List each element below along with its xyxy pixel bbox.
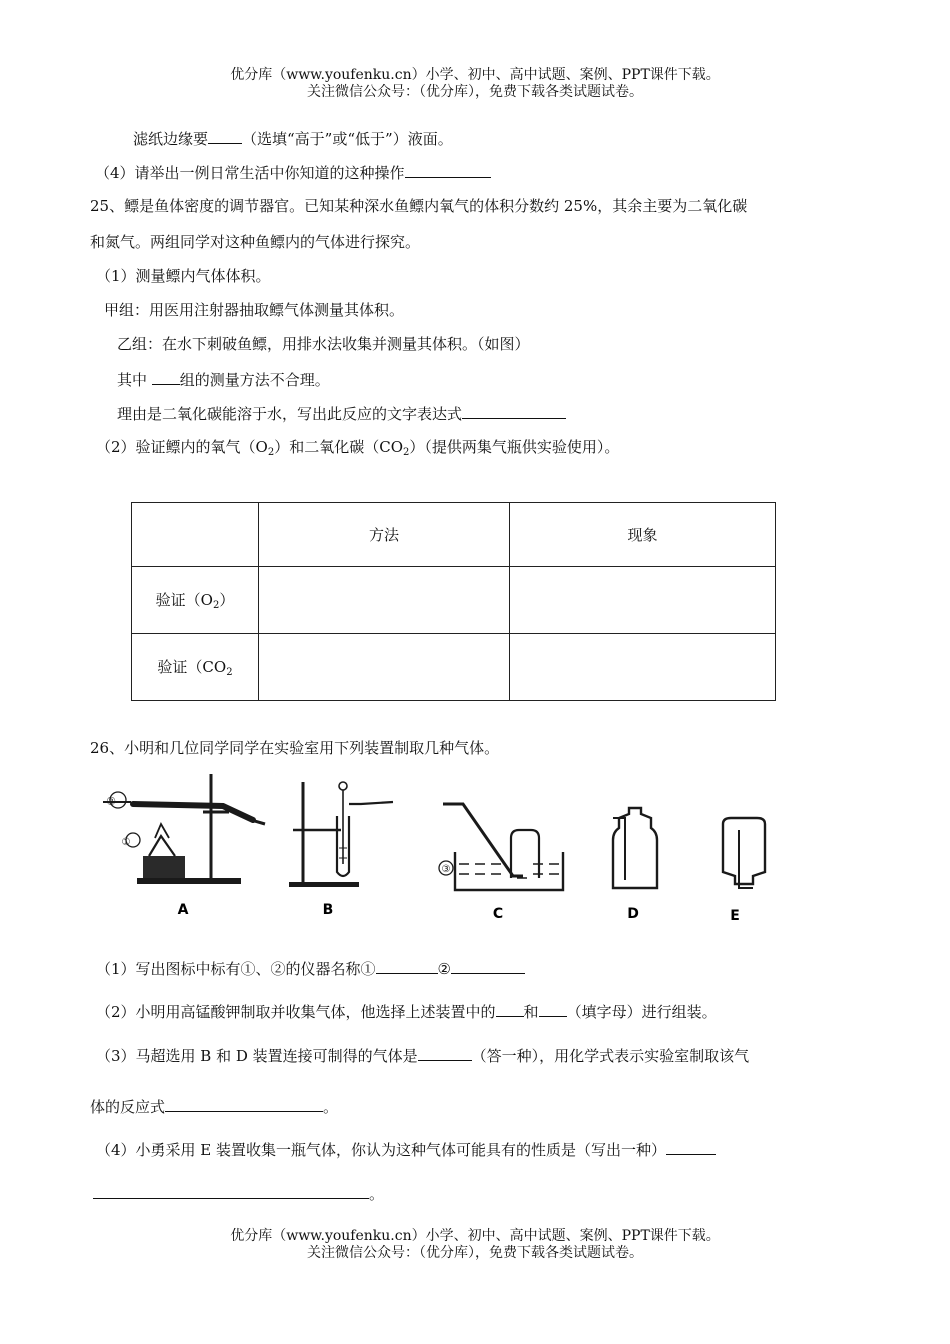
table-cell-method-co2[interactable] [259, 634, 510, 701]
apparatus-e [723, 818, 765, 888]
table-corner-cell [132, 503, 259, 567]
mark-1-label: ① [121, 837, 131, 848]
verification-table [131, 502, 776, 701]
q24-example-line [95, 161, 491, 183]
q25-which-line [117, 368, 330, 390]
page-header [0, 67, 950, 101]
apparatus-c [439, 804, 563, 890]
mark-2-label: ② [106, 795, 116, 808]
gas-bottle-icon [723, 818, 765, 884]
q26-part4-end: 。 [369, 1185, 385, 1203]
q25-group-a: 甲组：用医用注射器抽取鳔气体测量其体积。 [104, 301, 405, 319]
table-cell-phenomenon-co2[interactable] [510, 634, 776, 701]
q26-part-4-line-2 [93, 1182, 384, 1204]
subscript: 2 [267, 447, 275, 458]
answer-blank[interactable] [418, 1044, 472, 1061]
table-row [132, 634, 776, 701]
page-footer [0, 1228, 950, 1262]
table-row-label-o2 [132, 567, 259, 634]
header-line-1: 优分库（www.youfenku.cn）小学、初中、高中试题、案例、PPT课件下载。 [230, 67, 720, 83]
answer-blank[interactable] [165, 1095, 323, 1112]
table-row-label-co2 [132, 634, 259, 701]
q26-part-1 [96, 957, 525, 979]
q25-part2-text-mid: ）和二氧化碳（CO [274, 438, 403, 456]
q26-part4-text: （4）小勇采用 E 装置收集一瓶气体，你认为这种气体可能具有的性质是（写出一种） [96, 1141, 667, 1159]
q25-which-text: 其中 [117, 371, 152, 389]
q25-part-1: （1）测量鳔内气体体积。 [96, 267, 271, 285]
answer-blank[interactable] [376, 957, 438, 974]
row-label-text-end: ） [219, 591, 235, 609]
q25-which-text-end: 组的测量方法不合理。 [179, 371, 330, 389]
subscript: 2 [212, 600, 220, 611]
q26-part3-line2-end: 。 [323, 1098, 339, 1116]
answer-blank[interactable] [93, 1182, 369, 1199]
table-row [132, 503, 776, 567]
q25-group-b: 乙组：在水下刺破鱼鳔，用排水法收集并测量其体积。（如图） [117, 335, 530, 353]
q26-part-4 [96, 1138, 716, 1160]
q25-intro-2: 和氮气。两组同学对这种鱼鳔内的气体进行探究。 [90, 233, 421, 251]
table-header-method: 方法 [259, 503, 510, 567]
q26-part-3-line-2 [90, 1095, 338, 1117]
q26-part1-text: （1）写出图标中标有①、②的仪器名称① [96, 960, 376, 978]
q24-example-text: （4）请举出一例日常生活中你知道的这种操作 [95, 164, 405, 182]
subscript: 2 [226, 667, 233, 678]
figure-label-c: C [492, 906, 504, 922]
footer-line-2: 关注微信公众号：（优分库），免费下载各类试题试卷。 [307, 1245, 643, 1261]
q26-part2-text: （2）小明用高锰酸钾制取并收集气体，他选择上述装置中的 [96, 1003, 496, 1021]
answer-blank[interactable] [539, 1000, 567, 1017]
mark-3-label: ③ [441, 864, 451, 875]
row-label-text: 验证（CO [157, 658, 227, 676]
q26-part3-text-end: （答一种），用化学式表示实验室制取该气 [471, 1047, 750, 1065]
q24-filter-text: 滤纸边缘要 [133, 130, 209, 148]
row-label-text: 验证（O [155, 591, 213, 609]
answer-blank[interactable] [496, 1000, 524, 1017]
answer-blank[interactable] [405, 161, 491, 178]
q25-part2-text: （2）验证鳔内的氧气（O [96, 438, 268, 456]
apparatus-b [289, 782, 393, 887]
header-line-2: 关注微信公众号：（优分库），免费下载各类试题试卷。 [307, 84, 643, 100]
apparatus-a [103, 774, 265, 884]
answer-blank[interactable] [451, 957, 525, 974]
q26-part-2 [96, 1000, 717, 1022]
q24-filter-line [133, 127, 453, 149]
q26-part1-mark: ② [437, 960, 451, 978]
gas-bottle-icon [511, 830, 539, 878]
q25-part2-text-end: ）（提供两集气瓶供实验使用）。 [409, 438, 620, 456]
alcohol-lamp-icon [149, 836, 175, 856]
figure-label-d: D [627, 906, 639, 922]
q26-part-3 [96, 1044, 749, 1066]
apparatus-d [613, 808, 657, 888]
figure-label-e: E [730, 908, 740, 924]
q25-intro-1: 25、鳔是鱼体密度的调节器官。已知某种深水鱼鳔内氧气的体积分数约 25%，其余主要为二氧化碳 [90, 197, 748, 215]
q26-part3-line2-text: 体的反应式 [90, 1098, 166, 1116]
q25-part-2 [96, 437, 619, 463]
answer-blank[interactable] [666, 1138, 716, 1155]
table-cell-phenomenon-o2[interactable] [510, 567, 776, 634]
table-cell-method-o2[interactable] [259, 567, 510, 634]
q25-reason-line [117, 402, 566, 424]
q26-intro: 26、小明和几位同学同学在实验室用下列装置制取几种气体。 [90, 739, 500, 757]
q25-reason-text: 理由是二氧化碳能溶于水，写出此反应的文字表达式 [117, 405, 463, 423]
test-tube-icon [133, 804, 253, 820]
figure-label-a: A [177, 902, 189, 918]
gas-bottle-icon [613, 808, 657, 888]
q26-part2-text-end: （填字母）进行组装。 [566, 1003, 717, 1021]
answer-blank[interactable] [152, 368, 180, 385]
burner-base-icon [143, 856, 185, 878]
delivery-tube-icon [739, 830, 753, 888]
delivery-tube-icon [349, 802, 393, 804]
figure-label-b: B [322, 902, 334, 918]
q26-part3-text: （3）马超选用 B 和 D 装置连接可制得的气体是 [96, 1047, 418, 1065]
subscript: 2 [403, 447, 410, 458]
footer-line-1: 优分库（www.youfenku.cn）小学、初中、高中试题、案例、PPT课件下载。 [230, 1228, 720, 1244]
apparatus-figure [93, 768, 773, 928]
table-row [132, 567, 776, 634]
answer-blank[interactable] [462, 402, 566, 419]
q24-filter-text-end: （选填“高于”或“低于”）液面。 [242, 130, 453, 148]
answer-blank[interactable] [208, 127, 242, 144]
table-header-phenomenon: 现象 [510, 503, 776, 567]
q26-part2-mid: 和 [523, 1003, 539, 1021]
